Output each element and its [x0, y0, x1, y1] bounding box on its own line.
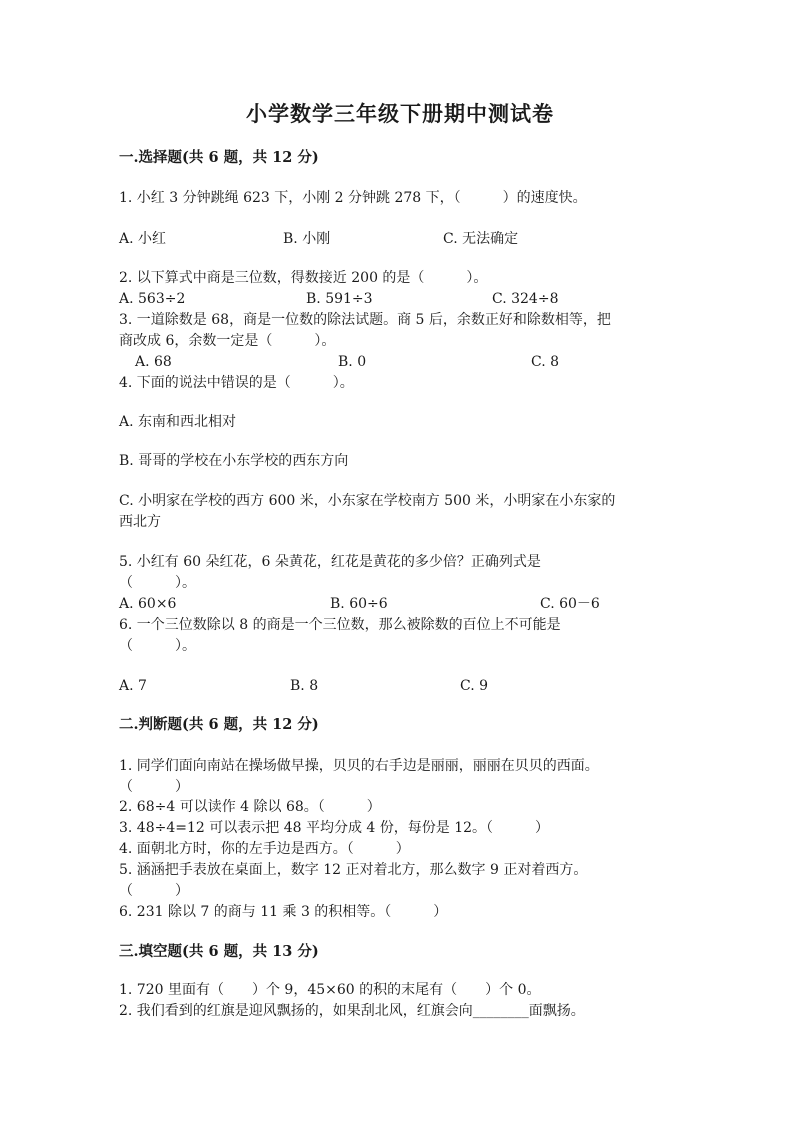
option-a: A. 7 — [119, 678, 147, 694]
option-a: A. 60×6 — [119, 596, 177, 612]
section-header-fill-in: 三.填空题(共 6 题，共 13 分) — [119, 943, 319, 960]
option-b: B. 小刚 — [283, 231, 331, 247]
option-b: B. 哥哥的学校在小东学校的西东方向 — [119, 453, 349, 469]
option-a: A. 68 — [135, 354, 172, 370]
question-text: 1. 同学们面向南站在操场做早操，贝贝的右手边是丽丽，丽丽在贝贝的西面。 — [119, 758, 599, 774]
option-b: B. 591÷3 — [306, 291, 373, 307]
question-text: 3. 一道除数是 68，商是一位数的除法试题。商 5 后，余数正好和除数相等，把 — [119, 312, 611, 328]
question-text: 4. 面朝北方时，你的左手边是西方。（ ） — [119, 841, 410, 857]
question-text-continued: 商改成 6，余数一定是（ ）。 — [119, 333, 336, 349]
option-a: A. 小红 — [119, 231, 167, 247]
question-text: 5. 小红有 60 朵红花，6 朵黄花，红花是黄花的多少倍？正确列式是 — [119, 554, 541, 570]
question-text: 5. 涵涵把手表放在桌面上，数字 12 正对着北方，那么数字 9 正对着西方。 — [119, 862, 588, 878]
question-text: 4. 下面的说法中错误的是（ ）。 — [119, 375, 354, 391]
option-c: C. 无法确定 — [443, 231, 519, 247]
question-text-continued: （ ）。 — [119, 638, 196, 654]
option-c: C. 9 — [460, 678, 489, 694]
option-b: B. 0 — [338, 354, 367, 370]
question-text: 2. 68÷4 可以读作 4 除以 68。（ ） — [119, 799, 381, 815]
question-text: 6. 231 除以 7 的商与 11 乘 3 的积相等。（ ） — [119, 904, 448, 920]
question-text: 2. 我们看到的红旗是迎风飘扬的，如果刮北风，红旗会向________面飘扬。 — [119, 1003, 585, 1019]
option-c: C. 60－6 — [540, 596, 600, 612]
page-title: 小学数学三年级下册期中测试卷 — [246, 101, 554, 126]
section-header-choice: 一.选择题(共 6 题，共 12 分) — [119, 149, 319, 166]
option-c: C. 小明家在学校的西方 600 米，小东家在学校南方 500 米，小明家在小东家的 — [119, 493, 616, 509]
option-c: C. 324÷8 — [492, 291, 559, 307]
question-text-continued: （ ） — [119, 779, 189, 795]
question-text: 1. 720 里面有（ ）个 9，45×60 的积的末尾有（ ）个 0。 — [119, 982, 541, 998]
option-a: A. 东南和西北相对 — [119, 414, 237, 430]
section-header-judgement: 二.判断题(共 6 题，共 12 分) — [119, 716, 319, 733]
question-text: 2. 以下算式中商是三位数，得数接近 200 的是（ ）。 — [119, 270, 488, 286]
question-text-continued: （ ）。 — [119, 575, 196, 591]
option-c: C. 8 — [531, 354, 560, 370]
question-text: 3. 48÷4=12 可以表示把 48 平均分成 4 份，每份是 12。（ ） — [119, 820, 550, 836]
option-b: B. 8 — [290, 678, 319, 694]
option-c-continued: 西北方 — [119, 514, 161, 530]
question-text: 6. 一个三位数除以 8 的商是一个三位数，那么被除数的百位上不可能是 — [119, 617, 561, 633]
option-a: A. 563÷2 — [119, 291, 186, 307]
question-text: 1. 小红 3 分钟跳绳 623 下，小刚 2 分钟跳 278 下，（ ）的速度快。 — [119, 190, 587, 206]
question-text-continued: （ ） — [119, 883, 189, 899]
option-b: B. 60÷6 — [330, 596, 388, 612]
